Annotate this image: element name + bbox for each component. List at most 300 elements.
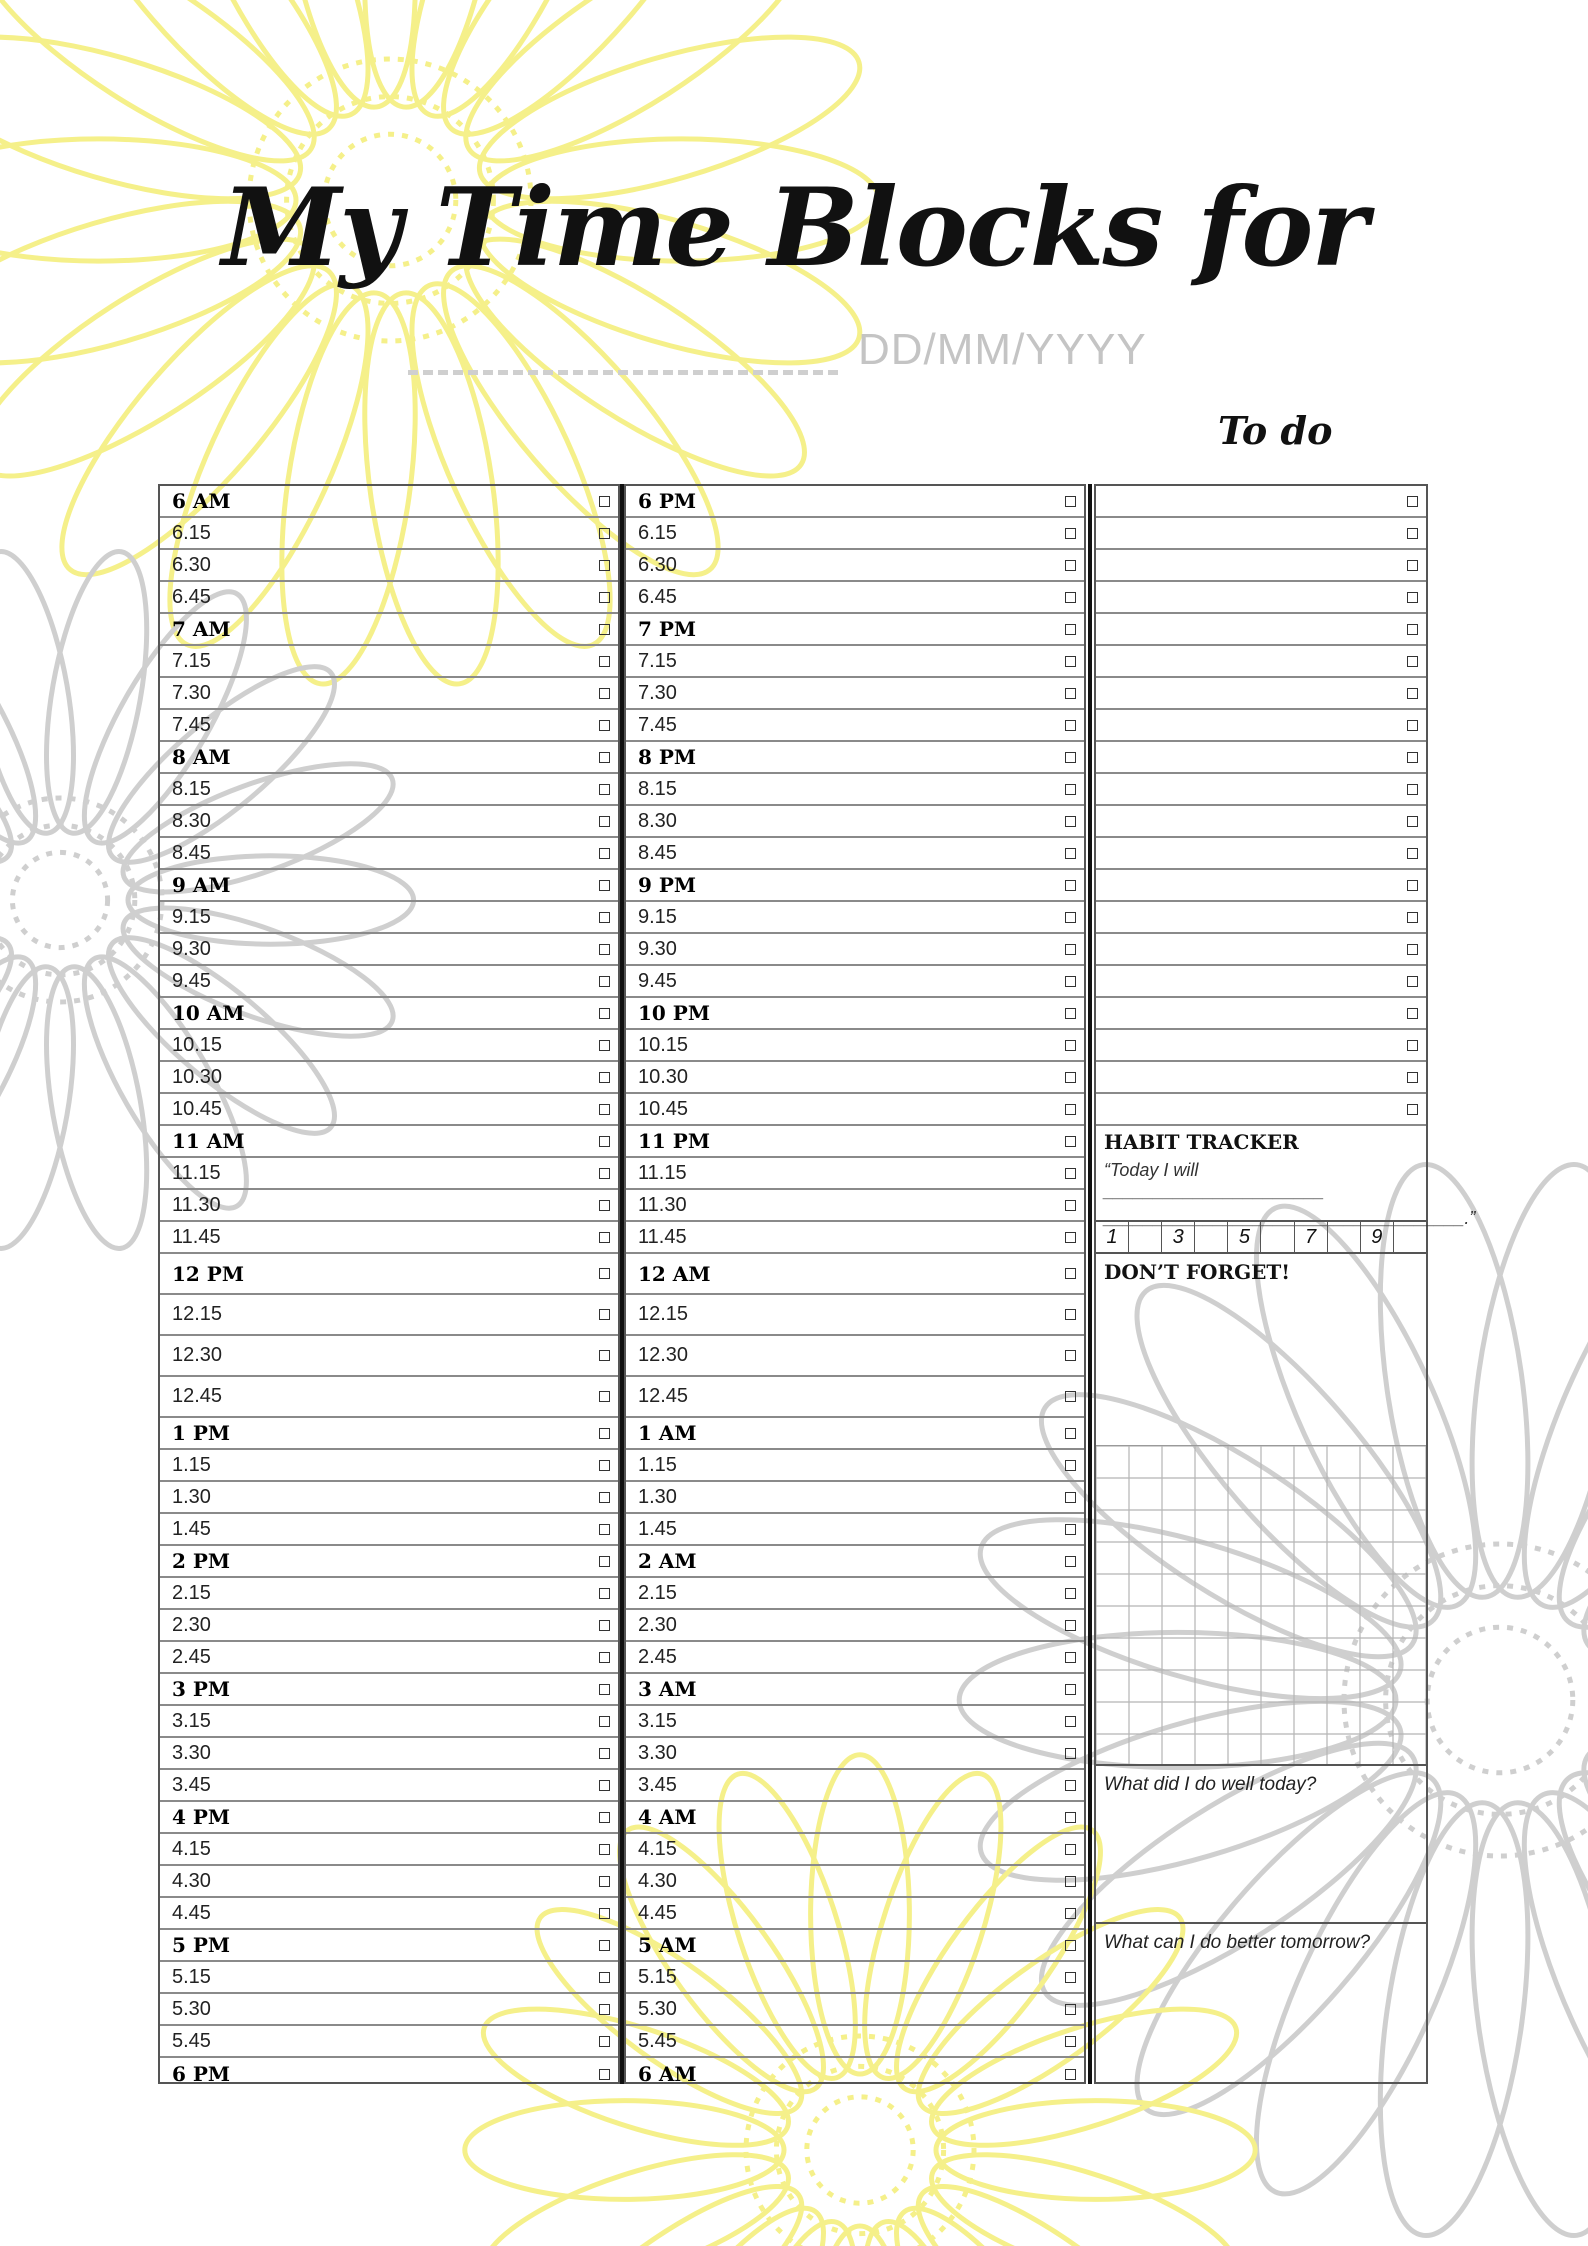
- checkbox[interactable]: [599, 1524, 610, 1535]
- quarter-row[interactable]: [626, 550, 1084, 582]
- quarter-row[interactable]: [160, 1610, 618, 1642]
- habit-day-cell[interactable]: 1: [1096, 1222, 1129, 1252]
- dont-forget-section[interactable]: [1096, 1254, 1426, 1446]
- quarter-row[interactable]: [626, 1222, 1084, 1254]
- checkbox[interactable]: [1407, 816, 1418, 827]
- todo-item[interactable]: [1096, 1062, 1426, 1094]
- checkbox[interactable]: [1065, 1652, 1076, 1663]
- time-label: 6.45: [638, 585, 677, 608]
- checkbox[interactable]: [599, 592, 610, 603]
- quarter-row[interactable]: [626, 582, 1084, 614]
- quarter-row[interactable]: [160, 966, 618, 998]
- time-label: 8.45: [638, 841, 677, 864]
- time-label: 4 PM: [172, 1805, 231, 1829]
- checkbox[interactable]: [1065, 816, 1076, 827]
- checkbox[interactable]: [1065, 1524, 1076, 1535]
- checkbox[interactable]: [599, 560, 610, 571]
- checkbox[interactable]: [599, 1104, 610, 1115]
- hour-row[interactable]: [160, 2058, 618, 2090]
- hour-row[interactable]: [160, 742, 618, 774]
- time-label: 7 AM: [172, 617, 231, 641]
- quarter-row[interactable]: [626, 1514, 1084, 1546]
- quarter-row[interactable]: [626, 1866, 1084, 1898]
- date-field[interactable]: [408, 322, 1147, 375]
- checkbox[interactable]: [1065, 1844, 1076, 1855]
- checkbox[interactable]: [1065, 1780, 1076, 1791]
- quarter-row[interactable]: [160, 678, 618, 710]
- checkbox[interactable]: [1065, 496, 1076, 507]
- quarter-row[interactable]: [626, 1994, 1084, 2026]
- checkbox[interactable]: [599, 1350, 610, 1361]
- todo-item[interactable]: [1096, 518, 1426, 550]
- checkbox[interactable]: [599, 848, 610, 859]
- checkbox[interactable]: [1407, 1040, 1418, 1051]
- time-label: 5.30: [638, 1997, 677, 2020]
- hour-row[interactable]: [160, 486, 618, 518]
- quarter-row[interactable]: [160, 1030, 618, 1062]
- todo-item[interactable]: [1096, 934, 1426, 966]
- habit-day-cell[interactable]: [1394, 1222, 1426, 1252]
- hour-row[interactable]: [626, 1802, 1084, 1834]
- quarter-row[interactable]: [626, 1190, 1084, 1222]
- checkbox[interactable]: [599, 2004, 610, 2015]
- checkbox[interactable]: [1065, 1232, 1076, 1243]
- todo-item[interactable]: [1096, 486, 1426, 518]
- quarter-row[interactable]: [160, 710, 618, 742]
- checkbox[interactable]: [599, 752, 610, 763]
- checkbox[interactable]: [599, 784, 610, 795]
- quarter-row[interactable]: [160, 934, 618, 966]
- checkbox[interactable]: [1065, 1040, 1076, 1051]
- todo-item[interactable]: [1096, 710, 1426, 742]
- hour-row[interactable]: [160, 870, 618, 902]
- checkbox[interactable]: [599, 1232, 610, 1243]
- checkbox[interactable]: [1407, 784, 1418, 795]
- quarter-row[interactable]: [626, 710, 1084, 742]
- checkbox[interactable]: [1065, 1104, 1076, 1115]
- hour-row[interactable]: [626, 1126, 1084, 1158]
- checkbox[interactable]: [599, 944, 610, 955]
- checkbox[interactable]: [1065, 1460, 1076, 1471]
- checkbox[interactable]: [1065, 976, 1076, 987]
- checkbox[interactable]: [599, 2036, 610, 2047]
- checkbox[interactable]: [1065, 880, 1076, 891]
- time-label: 12.15: [172, 1303, 223, 1325]
- checkbox[interactable]: [1065, 1268, 1076, 1279]
- quarter-row[interactable]: [160, 774, 618, 806]
- habit-day-cell[interactable]: [1328, 1222, 1361, 1252]
- checkbox[interactable]: [1065, 1391, 1076, 1402]
- hour-row[interactable]: [160, 1126, 618, 1158]
- checkbox[interactable]: [1065, 656, 1076, 667]
- checkbox[interactable]: [1065, 2004, 1076, 2015]
- checkbox[interactable]: [599, 1588, 610, 1599]
- todo-item[interactable]: [1096, 582, 1426, 614]
- quarter-row[interactable]: [160, 1190, 618, 1222]
- checkbox[interactable]: [599, 1716, 610, 1727]
- checkbox[interactable]: [599, 528, 610, 539]
- todo-item[interactable]: [1096, 550, 1426, 582]
- dont-forget-heading: DON’T FORGET!: [1104, 1260, 1291, 1284]
- hour-row[interactable]: [160, 1418, 618, 1450]
- checkbox[interactable]: [1065, 1008, 1076, 1019]
- checkbox[interactable]: [1407, 1104, 1418, 1115]
- checkbox[interactable]: [599, 1040, 610, 1051]
- checkbox[interactable]: [1407, 944, 1418, 955]
- checkbox[interactable]: [599, 1652, 610, 1663]
- time-label: 9.15: [172, 905, 211, 928]
- time-label: 8 AM: [172, 745, 231, 769]
- checkbox[interactable]: [1407, 848, 1418, 859]
- checkbox[interactable]: [1407, 720, 1418, 731]
- hour-row[interactable]: [626, 614, 1084, 646]
- checkbox[interactable]: [1065, 752, 1076, 763]
- checkbox[interactable]: [599, 1492, 610, 1503]
- quarter-row[interactable]: [160, 1898, 618, 1930]
- quarter-row[interactable]: [626, 1962, 1084, 1994]
- quarter-row[interactable]: [160, 518, 618, 550]
- notes-grid[interactable]: [1096, 1446, 1426, 1766]
- checkbox[interactable]: [1407, 912, 1418, 923]
- quarter-row[interactable]: [160, 1482, 618, 1514]
- checkbox[interactable]: [599, 1136, 610, 1147]
- checkbox[interactable]: [599, 1072, 610, 1083]
- time-label: 6.30: [172, 553, 211, 576]
- checkbox[interactable]: [1065, 1876, 1076, 1887]
- quarter-row[interactable]: [160, 1578, 618, 1610]
- checkbox[interactable]: [599, 1748, 610, 1759]
- checkbox[interactable]: [1065, 688, 1076, 699]
- time-label: 9.30: [638, 937, 677, 960]
- quarter-row[interactable]: [160, 1738, 618, 1770]
- habit-day-cell[interactable]: [1195, 1222, 1228, 1252]
- checkbox[interactable]: [599, 1460, 610, 1471]
- quarter-row[interactable]: [160, 1295, 618, 1336]
- checkbox[interactable]: [1407, 752, 1418, 763]
- quarter-row[interactable]: [626, 902, 1084, 934]
- quarter-row[interactable]: [626, 966, 1084, 998]
- time-label: 6.15: [638, 521, 677, 544]
- hour-row[interactable]: [160, 1254, 618, 1295]
- quarter-row[interactable]: [626, 934, 1084, 966]
- quarter-row[interactable]: [626, 678, 1084, 710]
- quarter-row[interactable]: [626, 518, 1084, 550]
- time-label: 4 AM: [638, 1805, 697, 1829]
- quarter-row[interactable]: [626, 806, 1084, 838]
- checkbox[interactable]: [1407, 1072, 1418, 1083]
- checkbox[interactable]: [1065, 1588, 1076, 1599]
- time-label: 3.30: [638, 1741, 677, 1764]
- date-underline: [408, 322, 838, 375]
- checkbox[interactable]: [1065, 528, 1076, 539]
- quarter-row[interactable]: [626, 1578, 1084, 1610]
- checkbox[interactable]: [1065, 1908, 1076, 1919]
- hour-row[interactable]: [626, 1930, 1084, 1962]
- checkbox[interactable]: [599, 656, 610, 667]
- quarter-row[interactable]: [160, 1158, 618, 1190]
- quarter-row[interactable]: [626, 1770, 1084, 1802]
- column-divider: [620, 484, 624, 2084]
- checkbox[interactable]: [1065, 912, 1076, 923]
- time-label: 3.45: [638, 1773, 677, 1796]
- hour-row[interactable]: [626, 742, 1084, 774]
- checkbox[interactable]: [1065, 1136, 1076, 1147]
- time-label: 11.30: [172, 1193, 221, 1216]
- checkbox[interactable]: [599, 976, 610, 987]
- quarter-row[interactable]: [626, 1738, 1084, 1770]
- quarter-row[interactable]: [160, 1706, 618, 1738]
- todo-item[interactable]: [1096, 614, 1426, 646]
- habit-day-cell[interactable]: 3: [1162, 1222, 1195, 1252]
- habit-day-cell[interactable]: [1261, 1222, 1294, 1252]
- checkbox[interactable]: [599, 1168, 610, 1179]
- time-label: 9.45: [638, 969, 677, 992]
- checkbox[interactable]: [599, 1556, 610, 1567]
- checkbox[interactable]: [599, 1844, 610, 1855]
- time-label: 7.15: [638, 649, 677, 672]
- hour-row[interactable]: [626, 1674, 1084, 1706]
- checkbox[interactable]: [1065, 1940, 1076, 1951]
- checkbox[interactable]: [1065, 1350, 1076, 1361]
- habit-day-cell[interactable]: 9: [1361, 1222, 1394, 1252]
- checkbox[interactable]: [1065, 1812, 1076, 1823]
- time-label: 12 AM: [638, 1261, 711, 1286]
- time-label: 11.45: [172, 1225, 221, 1248]
- checkbox[interactable]: [599, 688, 610, 699]
- checkbox[interactable]: [599, 1309, 610, 1320]
- quarter-row[interactable]: [160, 1062, 618, 1094]
- hour-row[interactable]: [626, 1418, 1084, 1450]
- checkbox[interactable]: [1407, 528, 1418, 539]
- checkbox[interactable]: [1407, 688, 1418, 699]
- todo-item[interactable]: [1096, 1094, 1426, 1126]
- checkbox[interactable]: [1065, 1556, 1076, 1567]
- quarter-row[interactable]: [160, 550, 618, 582]
- quarter-row[interactable]: [626, 1030, 1084, 1062]
- quarter-row[interactable]: [160, 902, 618, 934]
- checkbox[interactable]: [1065, 1748, 1076, 1759]
- checkbox[interactable]: [599, 1812, 610, 1823]
- quarter-row[interactable]: [626, 774, 1084, 806]
- quarter-row[interactable]: [626, 646, 1084, 678]
- time-label: 8.15: [638, 777, 677, 800]
- checkbox[interactable]: [1065, 1200, 1076, 1211]
- time-label: 3.15: [638, 1709, 677, 1732]
- quarter-row[interactable]: [626, 1158, 1084, 1190]
- checkbox[interactable]: [599, 624, 610, 635]
- checkbox[interactable]: [1065, 624, 1076, 635]
- checkbox[interactable]: [1407, 560, 1418, 571]
- checkbox[interactable]: [1065, 2036, 1076, 2047]
- todo-item[interactable]: [1096, 966, 1426, 998]
- reflection-better-prompt: What can I do better tomorrow?: [1104, 1932, 1371, 1953]
- hour-row[interactable]: [160, 1674, 618, 1706]
- quarter-row[interactable]: [160, 1642, 618, 1674]
- checkbox[interactable]: [1407, 880, 1418, 891]
- checkbox[interactable]: [1407, 976, 1418, 987]
- quarter-row[interactable]: [626, 1482, 1084, 1514]
- time-label: 9 AM: [172, 873, 231, 897]
- quarter-row[interactable]: [626, 1062, 1084, 1094]
- checkbox[interactable]: [1407, 1008, 1418, 1019]
- checkbox[interactable]: [599, 1200, 610, 1211]
- todo-list: [1096, 486, 1426, 1126]
- hour-row[interactable]: [626, 2058, 1084, 2090]
- hour-row[interactable]: [160, 1802, 618, 1834]
- checkbox[interactable]: [599, 1391, 610, 1402]
- checkbox[interactable]: [1065, 2069, 1076, 2080]
- quarter-row[interactable]: [626, 1898, 1084, 1930]
- checkbox[interactable]: [1065, 1492, 1076, 1503]
- quarter-row[interactable]: [626, 1450, 1084, 1482]
- quarter-row[interactable]: [626, 1336, 1084, 1377]
- checkbox[interactable]: [599, 912, 610, 923]
- checkbox[interactable]: [1065, 1716, 1076, 1727]
- checkbox[interactable]: [599, 1268, 610, 1279]
- checkbox[interactable]: [599, 1940, 610, 1951]
- quarter-row[interactable]: [626, 838, 1084, 870]
- quarter-row[interactable]: [160, 1336, 618, 1377]
- checkbox[interactable]: [1065, 1168, 1076, 1179]
- time-label: 12.15: [638, 1303, 689, 1325]
- habit-statement-line[interactable]: “Today I will ______________________: [1104, 1160, 1325, 1201]
- reflection-well[interactable]: [1096, 1766, 1426, 1924]
- time-label: 11 AM: [172, 1129, 245, 1153]
- time-label: 12.45: [638, 1385, 689, 1407]
- quarter-row[interactable]: [160, 806, 618, 838]
- checkbox[interactable]: [1407, 656, 1418, 667]
- quarter-row[interactable]: [160, 1962, 618, 1994]
- checkbox[interactable]: [599, 1780, 610, 1791]
- todo-item[interactable]: [1096, 838, 1426, 870]
- quarter-row[interactable]: [160, 2026, 618, 2058]
- quarter-row[interactable]: [160, 1514, 618, 1546]
- habit-day-cell[interactable]: 7: [1295, 1222, 1328, 1252]
- quarter-row[interactable]: [626, 1295, 1084, 1336]
- hour-row[interactable]: [626, 870, 1084, 902]
- hour-row[interactable]: [626, 1546, 1084, 1578]
- checkbox[interactable]: [1407, 496, 1418, 507]
- habit-day-cell[interactable]: 5: [1228, 1222, 1261, 1252]
- time-label: 11.15: [172, 1161, 221, 1184]
- time-label: 10.45: [638, 1097, 689, 1120]
- quarter-row[interactable]: [626, 1706, 1084, 1738]
- time-label: 12.30: [638, 1344, 689, 1366]
- habit-statement-line-2[interactable]: ____________________________________.”: [1104, 1208, 1476, 1228]
- todo-item[interactable]: [1096, 742, 1426, 774]
- quarter-row[interactable]: [160, 1222, 618, 1254]
- quarter-row[interactable]: [160, 646, 618, 678]
- checkbox[interactable]: [1065, 560, 1076, 571]
- todo-item[interactable]: [1096, 646, 1426, 678]
- todo-item[interactable]: [1096, 774, 1426, 806]
- quarter-row[interactable]: [160, 1994, 618, 2026]
- checkbox[interactable]: [599, 720, 610, 731]
- hour-row[interactable]: [160, 998, 618, 1030]
- time-label: 5 AM: [638, 1933, 697, 1957]
- time-label: 8.15: [172, 777, 211, 800]
- hour-row[interactable]: [160, 614, 618, 646]
- quarter-row[interactable]: [160, 1450, 618, 1482]
- checkbox[interactable]: [1065, 592, 1076, 603]
- checkbox[interactable]: [1065, 1684, 1076, 1695]
- reflection-better[interactable]: [1096, 1924, 1426, 2082]
- quarter-row[interactable]: [160, 838, 618, 870]
- checkbox[interactable]: [599, 1876, 610, 1887]
- todo-item[interactable]: [1096, 870, 1426, 902]
- quarter-row[interactable]: [160, 1377, 618, 1418]
- quarter-row[interactable]: [626, 2026, 1084, 2058]
- checkbox[interactable]: [1407, 624, 1418, 635]
- hour-row[interactable]: [626, 486, 1084, 518]
- quarter-row[interactable]: [160, 1866, 618, 1898]
- checkbox[interactable]: [1065, 1072, 1076, 1083]
- time-label: 12 PM: [172, 1261, 244, 1286]
- time-label: 7.45: [638, 713, 677, 736]
- checkbox[interactable]: [599, 1008, 610, 1019]
- todo-item[interactable]: [1096, 806, 1426, 838]
- checkbox[interactable]: [599, 1908, 610, 1919]
- todo-heading: To do: [1218, 408, 1333, 453]
- checkbox[interactable]: [599, 816, 610, 827]
- time-label: 3 PM: [172, 1677, 231, 1701]
- hour-row[interactable]: [160, 1930, 618, 1962]
- checkbox[interactable]: [1065, 944, 1076, 955]
- time-label: 7.15: [172, 649, 211, 672]
- checkbox[interactable]: [1065, 720, 1076, 731]
- todo-item[interactable]: [1096, 678, 1426, 710]
- checkbox[interactable]: [1407, 592, 1418, 603]
- time-label: 8.45: [172, 841, 211, 864]
- time-label: 9.45: [172, 969, 211, 992]
- quarter-row[interactable]: [160, 1094, 618, 1126]
- checkbox[interactable]: [599, 1972, 610, 1983]
- quarter-row[interactable]: [160, 1770, 618, 1802]
- hour-row[interactable]: [626, 998, 1084, 1030]
- checkbox[interactable]: [599, 1428, 610, 1439]
- time-label: 10 PM: [638, 1001, 710, 1025]
- checkbox[interactable]: [1065, 1972, 1076, 1983]
- checkbox[interactable]: [599, 2069, 610, 2080]
- checkbox[interactable]: [599, 1684, 610, 1695]
- quarter-row[interactable]: [160, 1834, 618, 1866]
- checkbox[interactable]: [1065, 848, 1076, 859]
- time-label: 1 AM: [638, 1421, 697, 1445]
- checkbox[interactable]: [1065, 784, 1076, 795]
- time-label: 6 AM: [638, 2062, 697, 2086]
- checkbox[interactable]: [599, 496, 610, 507]
- todo-item[interactable]: [1096, 998, 1426, 1030]
- checkbox[interactable]: [1065, 1309, 1076, 1320]
- quarter-row[interactable]: [626, 1094, 1084, 1126]
- time-label: 4.15: [638, 1837, 677, 1860]
- hour-row[interactable]: [160, 1546, 618, 1578]
- quarter-row[interactable]: [626, 1377, 1084, 1418]
- checkbox[interactable]: [599, 1620, 610, 1631]
- todo-item[interactable]: [1096, 902, 1426, 934]
- quarter-row[interactable]: [626, 1834, 1084, 1866]
- quarter-row[interactable]: [160, 582, 618, 614]
- quarter-row[interactable]: [626, 1610, 1084, 1642]
- quarter-row[interactable]: [626, 1642, 1084, 1674]
- checkbox[interactable]: [1065, 1428, 1076, 1439]
- time-label: 1 PM: [172, 1421, 231, 1445]
- hour-row[interactable]: [626, 1254, 1084, 1295]
- habit-day-cell[interactable]: [1129, 1222, 1162, 1252]
- checkbox[interactable]: [599, 880, 610, 891]
- checkbox[interactable]: [1065, 1620, 1076, 1631]
- todo-item[interactable]: [1096, 1030, 1426, 1062]
